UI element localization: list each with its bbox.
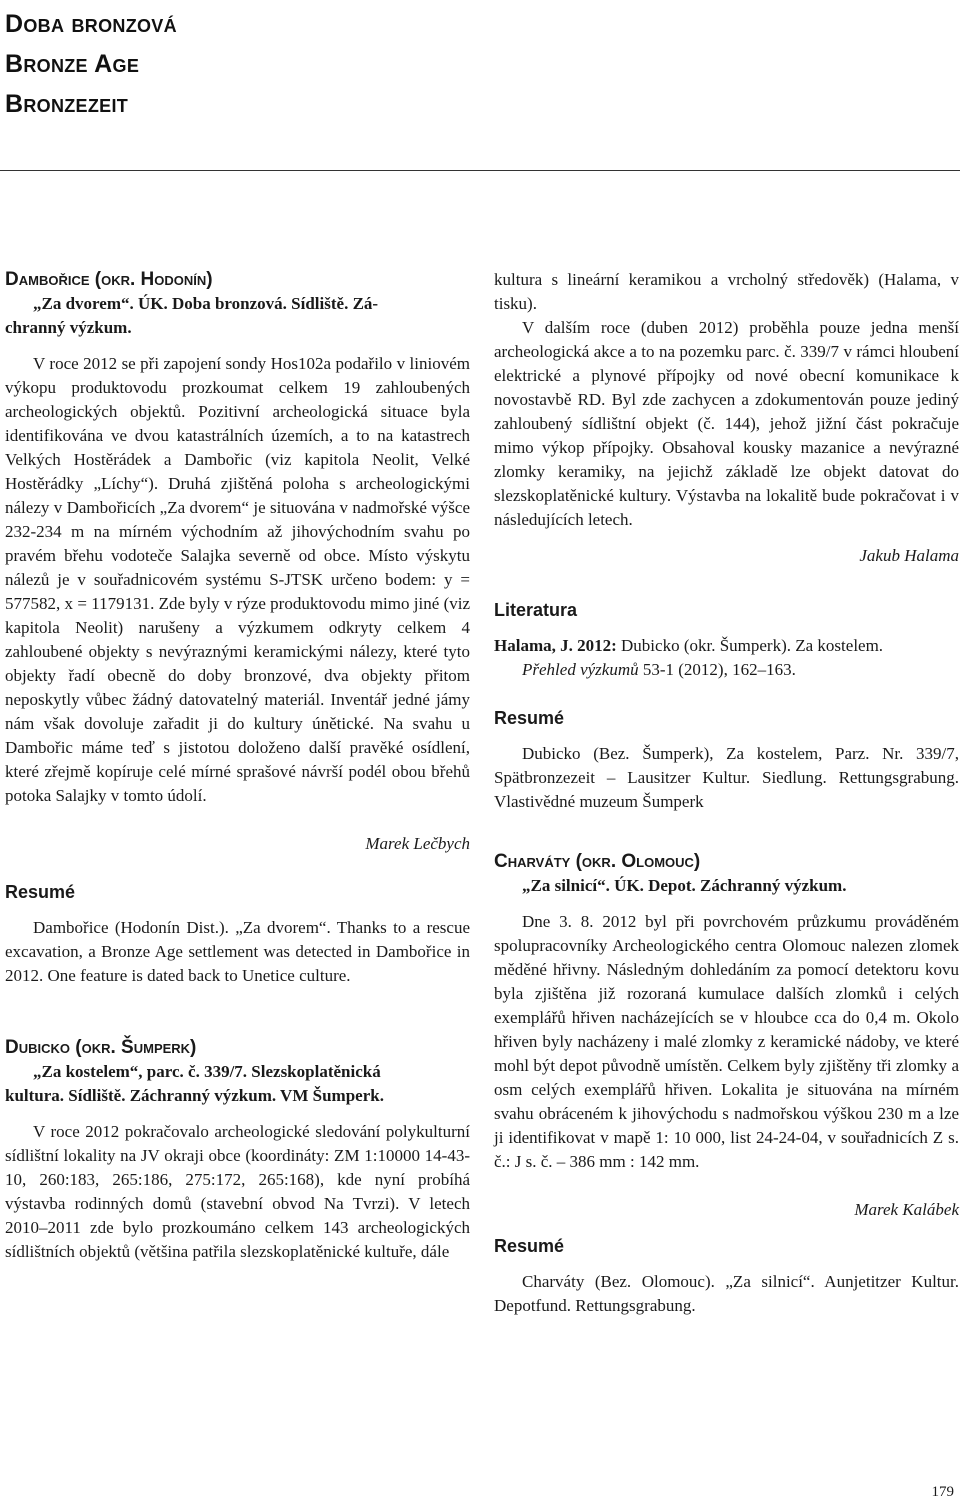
site-title-damborice: Dambořice (okr. Hodonín) <box>5 269 213 290</box>
resume-heading-damborice: Resumé <box>5 882 76 902</box>
site-body-dubicko: V roce 2012 pokračovalo archeologické sledování polykulturní sídlištní lokality na JV okraji obce (koordináty: ZM 1:10000 14-43-10, 260:183, 265:186, 275:172, 265:168), kde nyní probíhá výstavba rodinných domů (stavební obvod Na Tvrzi). V letech 2010–2011 zde bylo prozkoumáno celkem 143 archeologických sídlištních objektů (většina patřila slezskoplatěnické kultuře, dále <box>5 1122 470 1261</box>
chapter-header <box>5 4 177 124</box>
resume-damborice: Dambořice (Hodonín Dist.). „Za dvorem“. Thanks to a rescue excavation, a Bronze Age settlement was detected in Dambořice in 2012. One feature is dated back to Unetice culture. <box>5 918 470 985</box>
site-title-charvaty: Charváty (okr. Olomouc) <box>494 851 701 872</box>
resume-dubicko: Dubicko (Bez. Šumperk), Za kostelem, Parz. Nr. 339/7, Spätbronzezeit – Lausitzer Kultur. Siedlung. Rettungsgrabung. Vlastivědné muzeum Šumperk <box>494 744 959 811</box>
literature-entry: Halama, J. 2012: Dubicko (okr. Šumperk). Za kostelem. Přehled výzkumů 53-1 (2012), 162–163. <box>494 636 884 679</box>
site-body-dubicko-continued: kultura s lineární keramikou a vrcholný středověk) (Halama, v tisku). <box>494 270 959 313</box>
site-subtitle-damborice: „Za dvorem“. ÚK. Doba bronzová. Sídliště. Zá- chranný výzkum. <box>5 294 379 337</box>
site-title-dubicko: Dubicko (okr. Šumperk) <box>5 1037 197 1058</box>
header-title-cs: Doba bronzová <box>5 10 177 38</box>
header-title-en: Bronze Age <box>5 50 140 78</box>
site-subtitle-dubicko: „Za kostelem“, parc. č. 339/7. Slezskoplatěnická kultura. Sídliště. Záchranný výzkum. VM Šumperk. <box>5 1062 384 1105</box>
author-halama: Jakub Halama <box>859 546 959 565</box>
author-lecbych: Marek Lečbych <box>365 834 470 853</box>
site-body-dubicko-2: V dalším roce (duben 2012) proběhla pouze jedna menší archeologická akce a to na pozemku parc. č. 339/7 v rámci hloubení elektrické a plynové přípojky od nové obecní komunikace k novostavbě RD. Byl zde zachycen a zdokumentován pouze jediný zahloubený sídlištní objekt (č. 144), jehož jižní část pokračuje mimo výkop přípojky. Obsahoval kousky mazanice a nevýrazné zlomky keramiky, na jejichž základě lze objekt datovat do slezskoplatěnické kultury. Výstavba na lokalitě bude pokračovat i v následujících letech. <box>494 318 959 529</box>
site-body-charvaty: Dne 3. 8. 2012 byl při povrchovém průzkumu prováděném spolupracovníky Archeologického centra Olomouc nalezen zlomek měděné hřivny. Následným dohledáním za pomocí detektoru kovu byla zjištěna již rozoraná kumulace dalších zlomků i celých exemplářů hřiven nacházejících se v hloubce cca do 0,4 m. Okolo hřiven byly nacházeny i malé zlomky z keramické nádoby, ve které mohl být depot původně umístěn. Celkem byly zjištěny tři zlomky a osm celých exemplářů hřiven. Lokalita je situována na mírném svahu obráceném k jihovýchodu s nadmořskou výškou 230 m a lze ji identifikovat v mapě 1: 10 000, list 24-24-04, v souřadnicích Z s. č.: J s. č. – 386 mm : 142 mm. <box>494 912 959 1171</box>
resume-heading-dubicko: Resumé <box>494 708 565 728</box>
site-subtitle-charvaty: „Za silnicí“. ÚK. Depot. Záchranný výzkum. <box>522 876 847 895</box>
header-divider <box>0 170 960 171</box>
left-column <box>5 268 470 1264</box>
right-column <box>494 268 959 1318</box>
literature-heading: Literatura <box>494 600 578 620</box>
author-kalabek: Marek Kalábek <box>854 1200 959 1219</box>
page-number: 179 <box>931 1484 954 1500</box>
header-title-de: Bronzezeit <box>5 90 129 118</box>
resume-heading-charvaty: Resumé <box>494 1236 565 1256</box>
resume-charvaty: Charváty (Bez. Olomouc). „Za silnicí“. Aunjetitzer Kultur. Depotfund. Rettungsgrabung. <box>494 1272 959 1315</box>
site-body-damborice: V roce 2012 se při zapojení sondy Hos102a podařilo v liniovém výkopu produktovodu prozkoumat celkem 19 zahloubených archeologických objektů. Pozitivní archeologická situace byla identifikována ve dvou katastrálních územích, a to na katastrech Velkých Hostěrádek a Dambořic (viz kapitola Neolit, Velké Hostěrádky „Líchy“). Druhá zjištěná poloha s archeologickými nálezy v Dambořicích „Za dvorem“ je situována v nadmořské výšce 232-234 m na mírném východním až jihovýchodním svahu po pravém břehu vodoteče Salajka severně od obce. Místo výskytu nálezů je v souřadnicovém systému S-JTSK určeno bodem: y = 577582, x = 1179131. Zde byly v rýze produktovodu mimo jiné (viz kapitola Neolit) narušeny a výzkumem odkryty celkem 4 zahloubené objekty s nevýraznými keramickými nálezy, které tyto objekty řadí obecně do doby bronzové, dva objekty přitom neposkytly vůbec žádný datovatelný materiál. Inventář jedné jámy nám však dovoluje zařadit ji do kultury únětické. Na svahu u Dambořic máme teď s jistotou doloženo další pravěké osídlení, které zřejmě kopíruje celé mírné sprašové návrší podél obou břehů potoka Salajky v tomto údolí. <box>5 354 470 805</box>
